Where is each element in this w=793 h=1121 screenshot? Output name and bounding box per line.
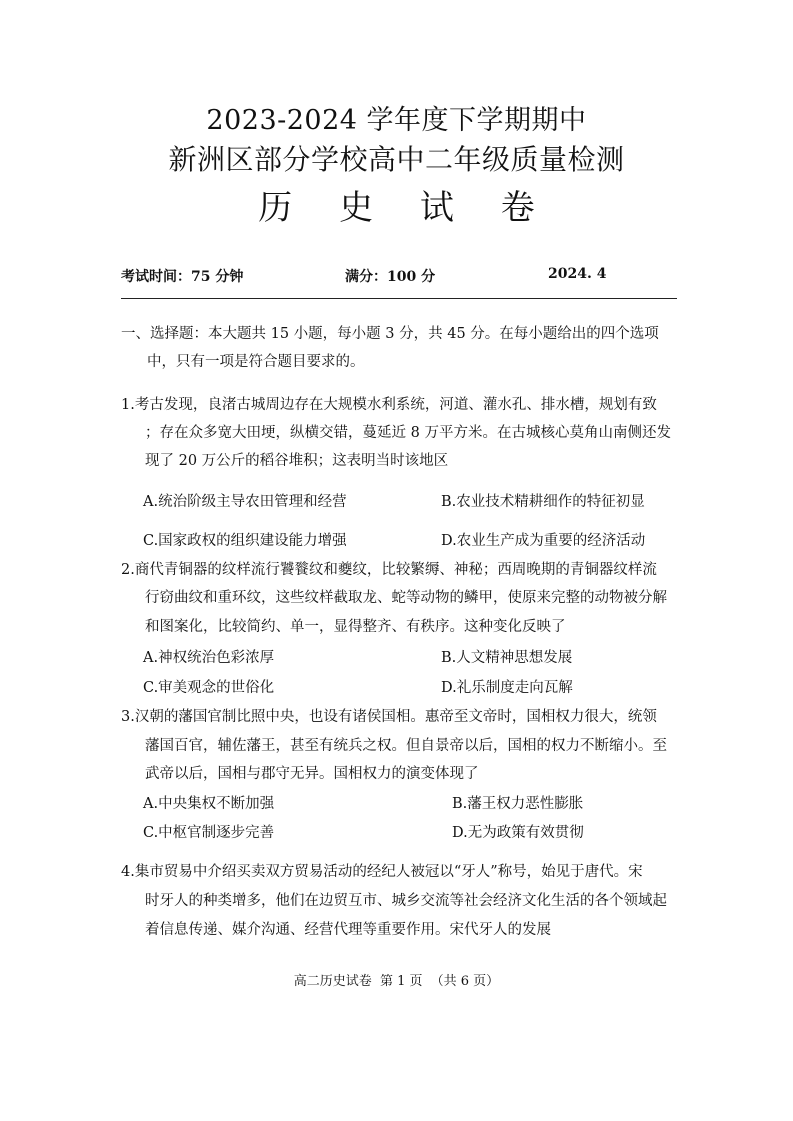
question-stem-line: 4.集市贸易中介绍买卖双方贸易活动的经纪人被冠以“牙人”称号，始见于唐代。宋 <box>121 864 643 880</box>
question-stem-line: 和图案化，比较简约、单一，显得整齐、有秩序。这种变化反映了 <box>145 619 566 635</box>
page-footer <box>0 970 793 989</box>
question-stem-line: 行窃曲纹和重环纹，这些纹样截取龙、蛇等动物的鳞甲，使原来完整的动物被分解 <box>145 590 667 606</box>
question-stem-line: 着信息传递、媒介沟通、经营代理等重要作用。宋代牙人的发展 <box>145 922 551 938</box>
section-instruction-line: 中，只有一项是符合题目要求的。 <box>147 354 365 370</box>
question-stem-line: 现了 20 万公斤的稻谷堆积；这表明当时该地区 <box>145 453 449 469</box>
option-c: C.国家政权的组织建设能力增强 <box>143 533 347 549</box>
option-d: D.农业生产成为重要的经济活动 <box>441 533 646 549</box>
question-stem-line: 武帝以后，国相与郡守无异。国相权力的演变体现了 <box>145 766 479 782</box>
option-c: C.中枢官制逐步完善 <box>143 825 275 841</box>
section-instruction-line: 一、选择题：本大题共 15 小题，每小题 3 分，共 45 分。在每小题给出的四个选项 <box>121 326 659 342</box>
footer-total-pages: （共 6 页） <box>430 974 500 989</box>
option-b: B.藩王权力恶性膨胀 <box>452 796 584 812</box>
footer-page-number: 第 1 页 <box>379 974 423 989</box>
question-stem-line: 1.考古发现，良渚古城周边存在大规模水利系统，河道、灌水孔、排水槽，规划有致 <box>121 397 657 413</box>
option-b: B.人文精神思想发展 <box>441 650 573 666</box>
exam-full-score: 满分：100 分 <box>345 269 436 285</box>
exam-title-line-1: 2023-2024 学年度下学期期中 <box>206 105 587 136</box>
exam-date: 2024. 4 <box>548 266 607 282</box>
option-b: B.农业技术精耕细作的特征初显 <box>441 494 645 510</box>
exam-title-line-2: 新洲区部分学校高中二年级质量检测 <box>168 143 625 176</box>
option-a: A.中央集权不断加强 <box>143 796 275 812</box>
option-d: D.无为政策有效贯彻 <box>452 825 584 841</box>
question-stem-line: ；存在众多宽大田埂，纵横交错，蔓延近 8 万平方米。在古城核心莫角山南侧还发 <box>145 425 671 441</box>
question-stem-line: 2.商代青铜器的纹样流行饕餮纹和夔纹，比较繁缛、神秘；西周晚期的青铜器纹样流 <box>121 562 657 578</box>
question-stem-line: 3.汉朝的藩国官制比照中央，也设有诸侯国相。惠帝至文帝时，国相权力很大，统领 <box>121 709 657 725</box>
question-stem-line: 时牙人的种类增多，他们在边贸互市、城乡交流等社会经济文化生活的各个领域起 <box>145 893 667 909</box>
exam-time: 考试时间：75 分钟 <box>121 269 244 285</box>
option-c: C.审美观念的世俗化 <box>143 680 275 696</box>
option-a: A.神权统治色彩浓厚 <box>143 650 275 666</box>
exam-subject-title: 历 史 试 卷 <box>258 188 553 228</box>
question-stem-line: 藩国百官，辅佐藩王，甚至有统兵之权。但自景帝以后，国相的权力不断缩小。至 <box>145 738 667 754</box>
footer-title: 高二历史试卷 <box>293 974 372 989</box>
divider-line <box>121 298 677 299</box>
option-d: D.礼乐制度走向瓦解 <box>441 680 573 696</box>
option-a: A.统治阶级主导农田管理和经营 <box>143 494 347 510</box>
